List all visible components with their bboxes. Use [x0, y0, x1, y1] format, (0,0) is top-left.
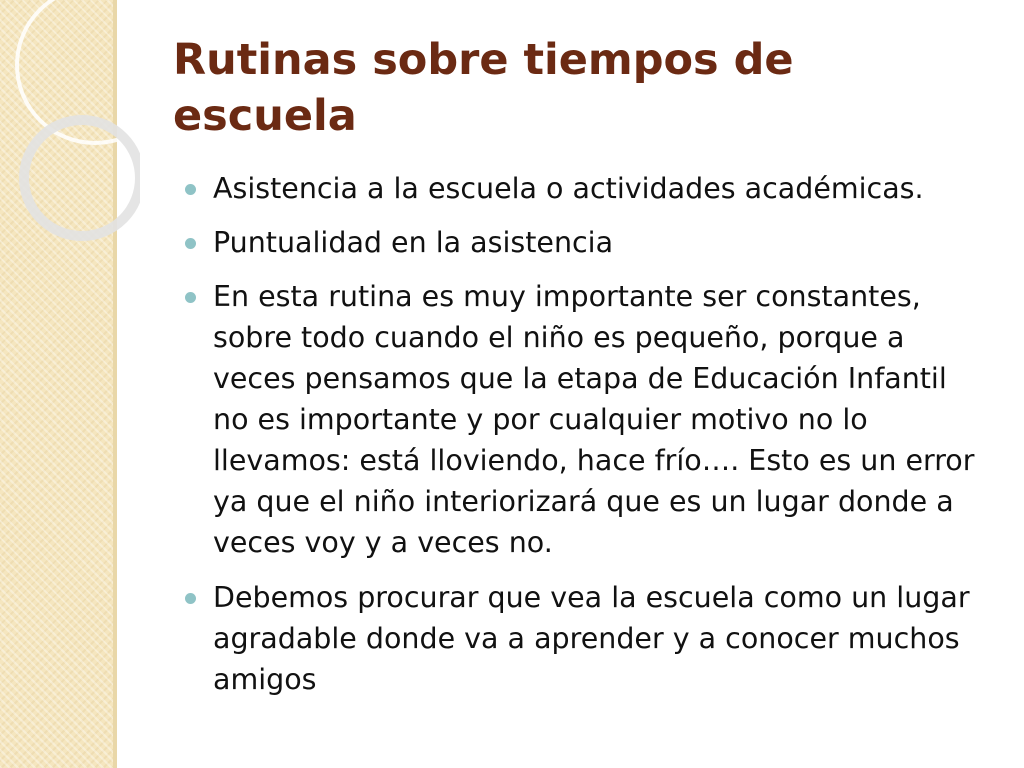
- bullet-text: Puntualidad en la asistencia: [213, 226, 614, 259]
- bullet-dot-icon: [185, 292, 196, 303]
- slide-title: Rutinas sobre tiempos de escuela: [173, 35, 794, 141]
- bullet-item: [185, 276, 985, 563]
- bullet-dot-icon: [185, 184, 196, 195]
- bullet-item: [185, 577, 985, 700]
- bullet-text: Debemos procurar que vea la escuela como un lugar agradable donde va a aprender y a conocer muchos amigos: [213, 581, 970, 696]
- bullet-dot-icon: [185, 593, 196, 604]
- decorative-circles: [0, 0, 140, 260]
- bullet-list: [185, 168, 985, 713]
- bullet-item: [185, 168, 985, 209]
- bullet-text: Asistencia a la escuela o actividades académicas.: [213, 172, 924, 205]
- bullet-item: [185, 222, 985, 263]
- bullet-dot-icon: [185, 238, 196, 249]
- bullet-text: En esta rutina es muy importante ser constantes, sobre todo cuando el niño es pequeño, porque a veces pensamos que la etapa de Educación Infantil no es importante y por cualquier motivo no lo llevamos: está lloviendo, hace frío…. Esto es un error ya que el niño interiorizará que es un lugar donde a veces voy y a veces no.: [213, 280, 975, 559]
